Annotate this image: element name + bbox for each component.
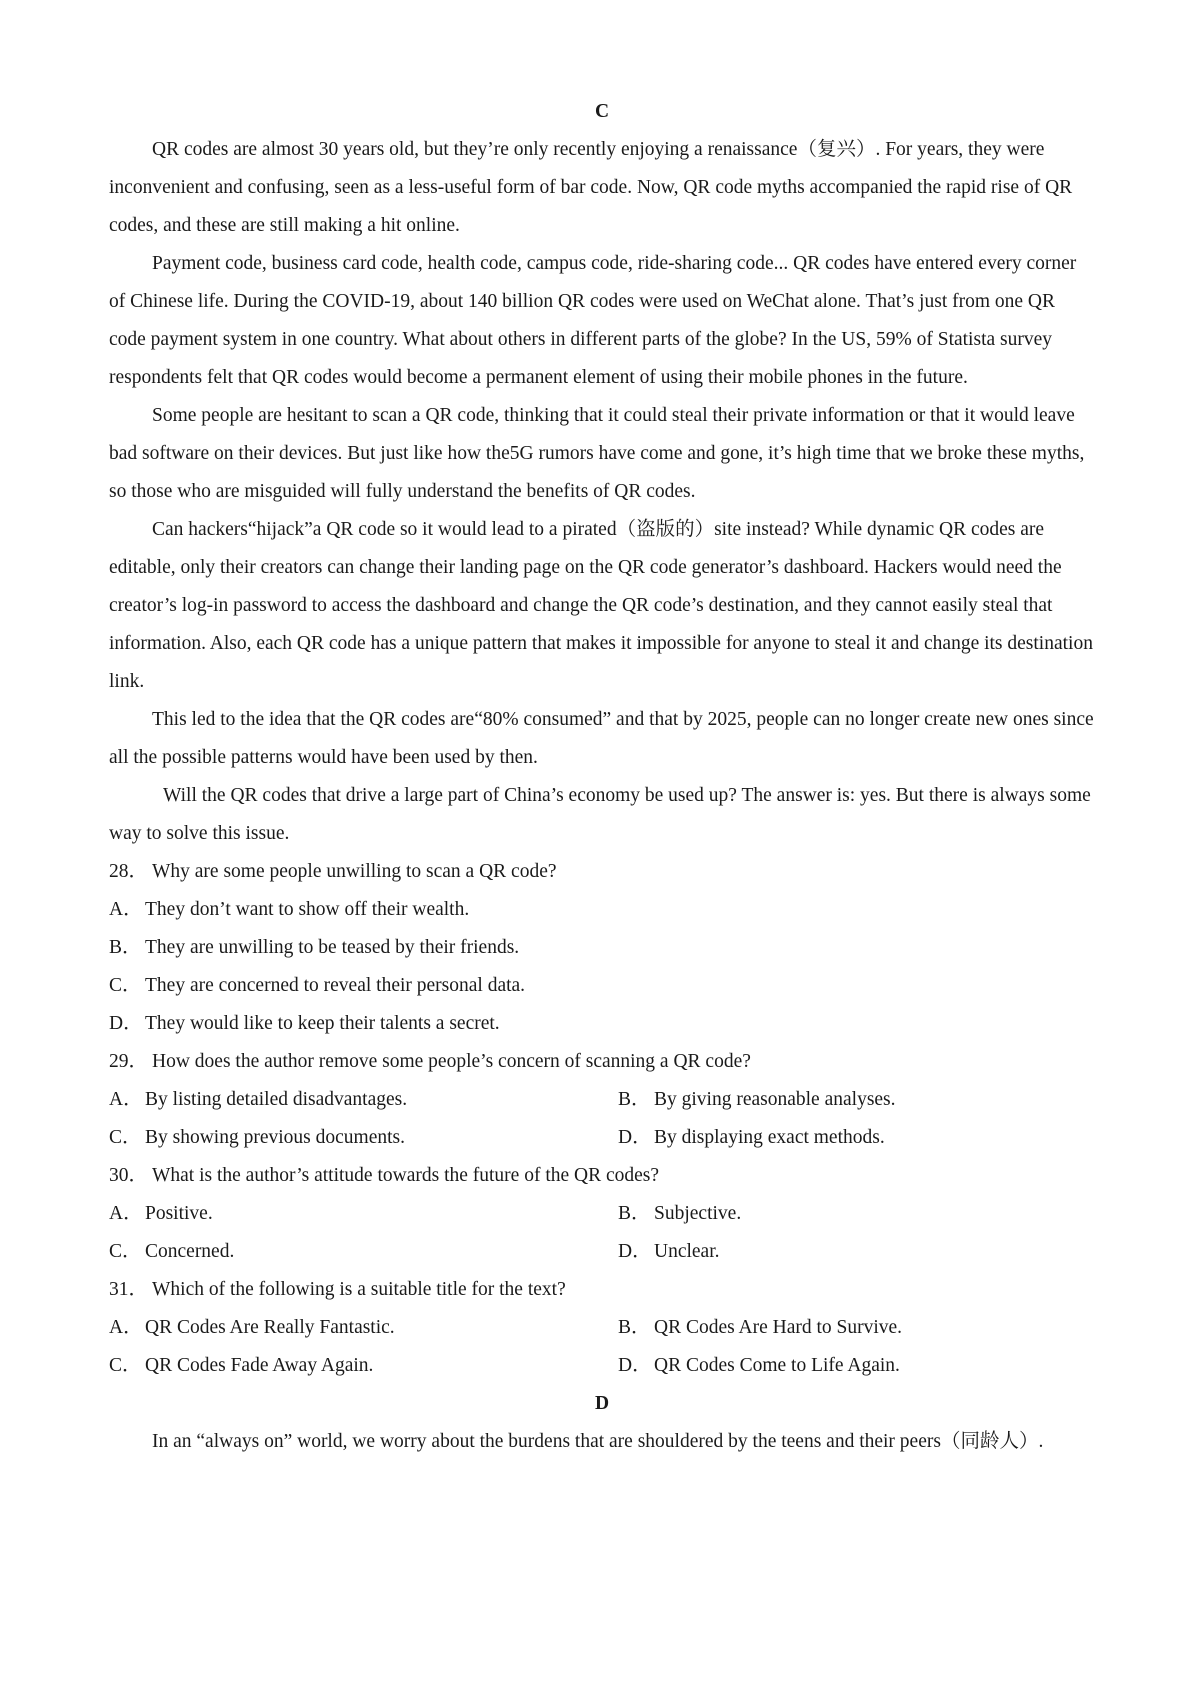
question-29-option-c <box>109 1119 618 1157</box>
option-text: Positive. <box>145 1203 213 1224</box>
question-31-options-cd <box>109 1347 1095 1385</box>
option-letter: C． <box>109 1241 142 1262</box>
option-letter: D． <box>618 1355 652 1376</box>
option-text: QR Codes Are Hard to Survive. <box>654 1317 903 1338</box>
question-30-option-a <box>109 1195 618 1233</box>
option-text: By giving reasonable analyses. <box>654 1089 896 1110</box>
section-d-heading: D <box>594 1393 610 1414</box>
option-letter: C． <box>109 1355 142 1376</box>
question-29-options-cd <box>109 1119 1095 1157</box>
question-29-option-a <box>109 1081 618 1119</box>
question-31 <box>109 1271 1095 1309</box>
question-28 <box>109 853 1095 891</box>
option-text: They would like to keep their talents a secret. <box>145 1013 500 1034</box>
option-text: They are concerned to reveal their personal data. <box>145 975 526 996</box>
option-letter: C． <box>109 1127 142 1148</box>
option-letter: C． <box>109 975 142 996</box>
option-letter: D． <box>618 1241 652 1262</box>
option-letter: A． <box>109 1203 143 1224</box>
section-c-paragraph-2: Payment code, business card code, health code, campus code, ride-sharing code... QR codes have entered every corner of Chinese life. During the COVID-19, about 140 billion QR codes were used on WeChat alone. That’s just from one QR code payment system in one country. What about others in different parts of the globe? In the US, 59% of Statista survey respondents felt that QR codes would become a permanent element of using their mobile phones in the future. <box>109 253 1077 388</box>
option-text: Unclear. <box>654 1241 720 1262</box>
option-text: QR Codes Come to Life Again. <box>654 1355 900 1376</box>
question-30-number: 30． <box>109 1165 149 1186</box>
question-29-option-d <box>618 1119 885 1157</box>
option-text: By displaying exact methods. <box>654 1127 885 1148</box>
option-letter: A． <box>109 1089 143 1110</box>
question-31-options-ab <box>109 1309 1095 1347</box>
question-29-text: How does the author remove some people’s concern of scanning a QR code? <box>152 1051 751 1072</box>
question-30-option-d <box>618 1233 720 1271</box>
question-28-option-b <box>109 929 1095 967</box>
option-text: By listing detailed disadvantages. <box>145 1089 408 1110</box>
question-28-number: 28． <box>109 861 149 882</box>
question-30-option-c <box>109 1233 618 1271</box>
question-30-text: What is the author’s attitude towards the future of the QR codes? <box>152 1165 660 1186</box>
question-31-option-c <box>109 1347 618 1385</box>
question-31-option-a <box>109 1309 618 1347</box>
option-text: They don’t want to show off their wealth. <box>145 899 470 920</box>
option-text: Subjective. <box>654 1203 742 1224</box>
question-30-option-b <box>618 1195 741 1233</box>
question-30 <box>109 1157 1095 1195</box>
option-letter: B． <box>618 1089 651 1110</box>
question-29-number: 29． <box>109 1051 149 1072</box>
question-28-option-d <box>109 1005 1095 1043</box>
option-text: By showing previous documents. <box>145 1127 405 1148</box>
option-letter: A． <box>109 899 143 920</box>
question-30-options-ab <box>109 1195 1095 1233</box>
question-28-option-a <box>109 891 1095 929</box>
option-text: QR Codes Are Really Fantastic. <box>145 1317 395 1338</box>
option-letter: B． <box>618 1317 651 1338</box>
section-c-paragraph-6: Will the QR codes that drive a large part of China’s economy be used up? The answer is: yes. But there is always some way to solve this issue. <box>109 785 1091 844</box>
question-31-number: 31． <box>109 1279 149 1300</box>
question-31-option-d <box>618 1347 900 1385</box>
question-31-option-b <box>618 1309 902 1347</box>
option-letter: B． <box>618 1203 651 1224</box>
question-31-text: Which of the following is a suitable title for the text? <box>152 1279 566 1300</box>
option-letter: D． <box>109 1013 143 1034</box>
option-text: Concerned. <box>145 1241 235 1262</box>
section-c-heading: C <box>594 101 610 122</box>
option-letter: A． <box>109 1317 143 1338</box>
option-text: QR Codes Fade Away Again. <box>145 1355 374 1376</box>
option-letter: D． <box>618 1127 652 1148</box>
section-c-paragraph-3: Some people are hesitant to scan a QR code, thinking that it could steal their private information or that it would leave bad software on their devices. But just like how the5G rumors have come and gone, it’s high time that we broke these myths, so those who are misguided will fully understand the benefits of QR codes. <box>109 405 1085 502</box>
section-c-paragraph-4: Can hackers“hijack”a QR code so it would lead to a pirated（盗版的）site instead? While dynamic QR codes are editable, only their creators can change their landing page on the QR code generator’s dashboard. Hackers would need the creator’s log-in password to access the dashboard and change the QR code’s destination, and they cannot easily steal that information. Also, each QR code has a unique pattern that makes it impossible for anyone to steal it and change its destination link. <box>109 519 1093 692</box>
option-text: They are unwilling to be teased by their friends. <box>145 937 520 958</box>
section-d-paragraph-1: In an “always on” world, we worry about the burdens that are shouldered by the teens and their peers（同龄人）. <box>152 1431 1044 1452</box>
question-29 <box>109 1043 1095 1081</box>
question-28-option-c <box>109 967 1095 1005</box>
section-c-paragraph-1: QR codes are almost 30 years old, but they’re only recently enjoying a renaissance（复兴）. For years, they were inconvenient and confusing, seen as a less-useful form of bar code. Now, QR code myths accompanied the rapid rise of QR codes, and these are still making a hit online. <box>109 139 1073 236</box>
section-c-paragraph-5: This led to the idea that the QR codes are“80% consumed” and that by 2025, people can no longer create new ones since all the possible patterns would have been used by then. <box>109 709 1094 768</box>
question-29-options-ab <box>109 1081 1095 1119</box>
question-30-options-cd <box>109 1233 1095 1271</box>
question-28-text: Why are some people unwilling to scan a QR code? <box>152 861 557 882</box>
question-29-option-b <box>618 1081 896 1119</box>
option-letter: B． <box>109 937 142 958</box>
